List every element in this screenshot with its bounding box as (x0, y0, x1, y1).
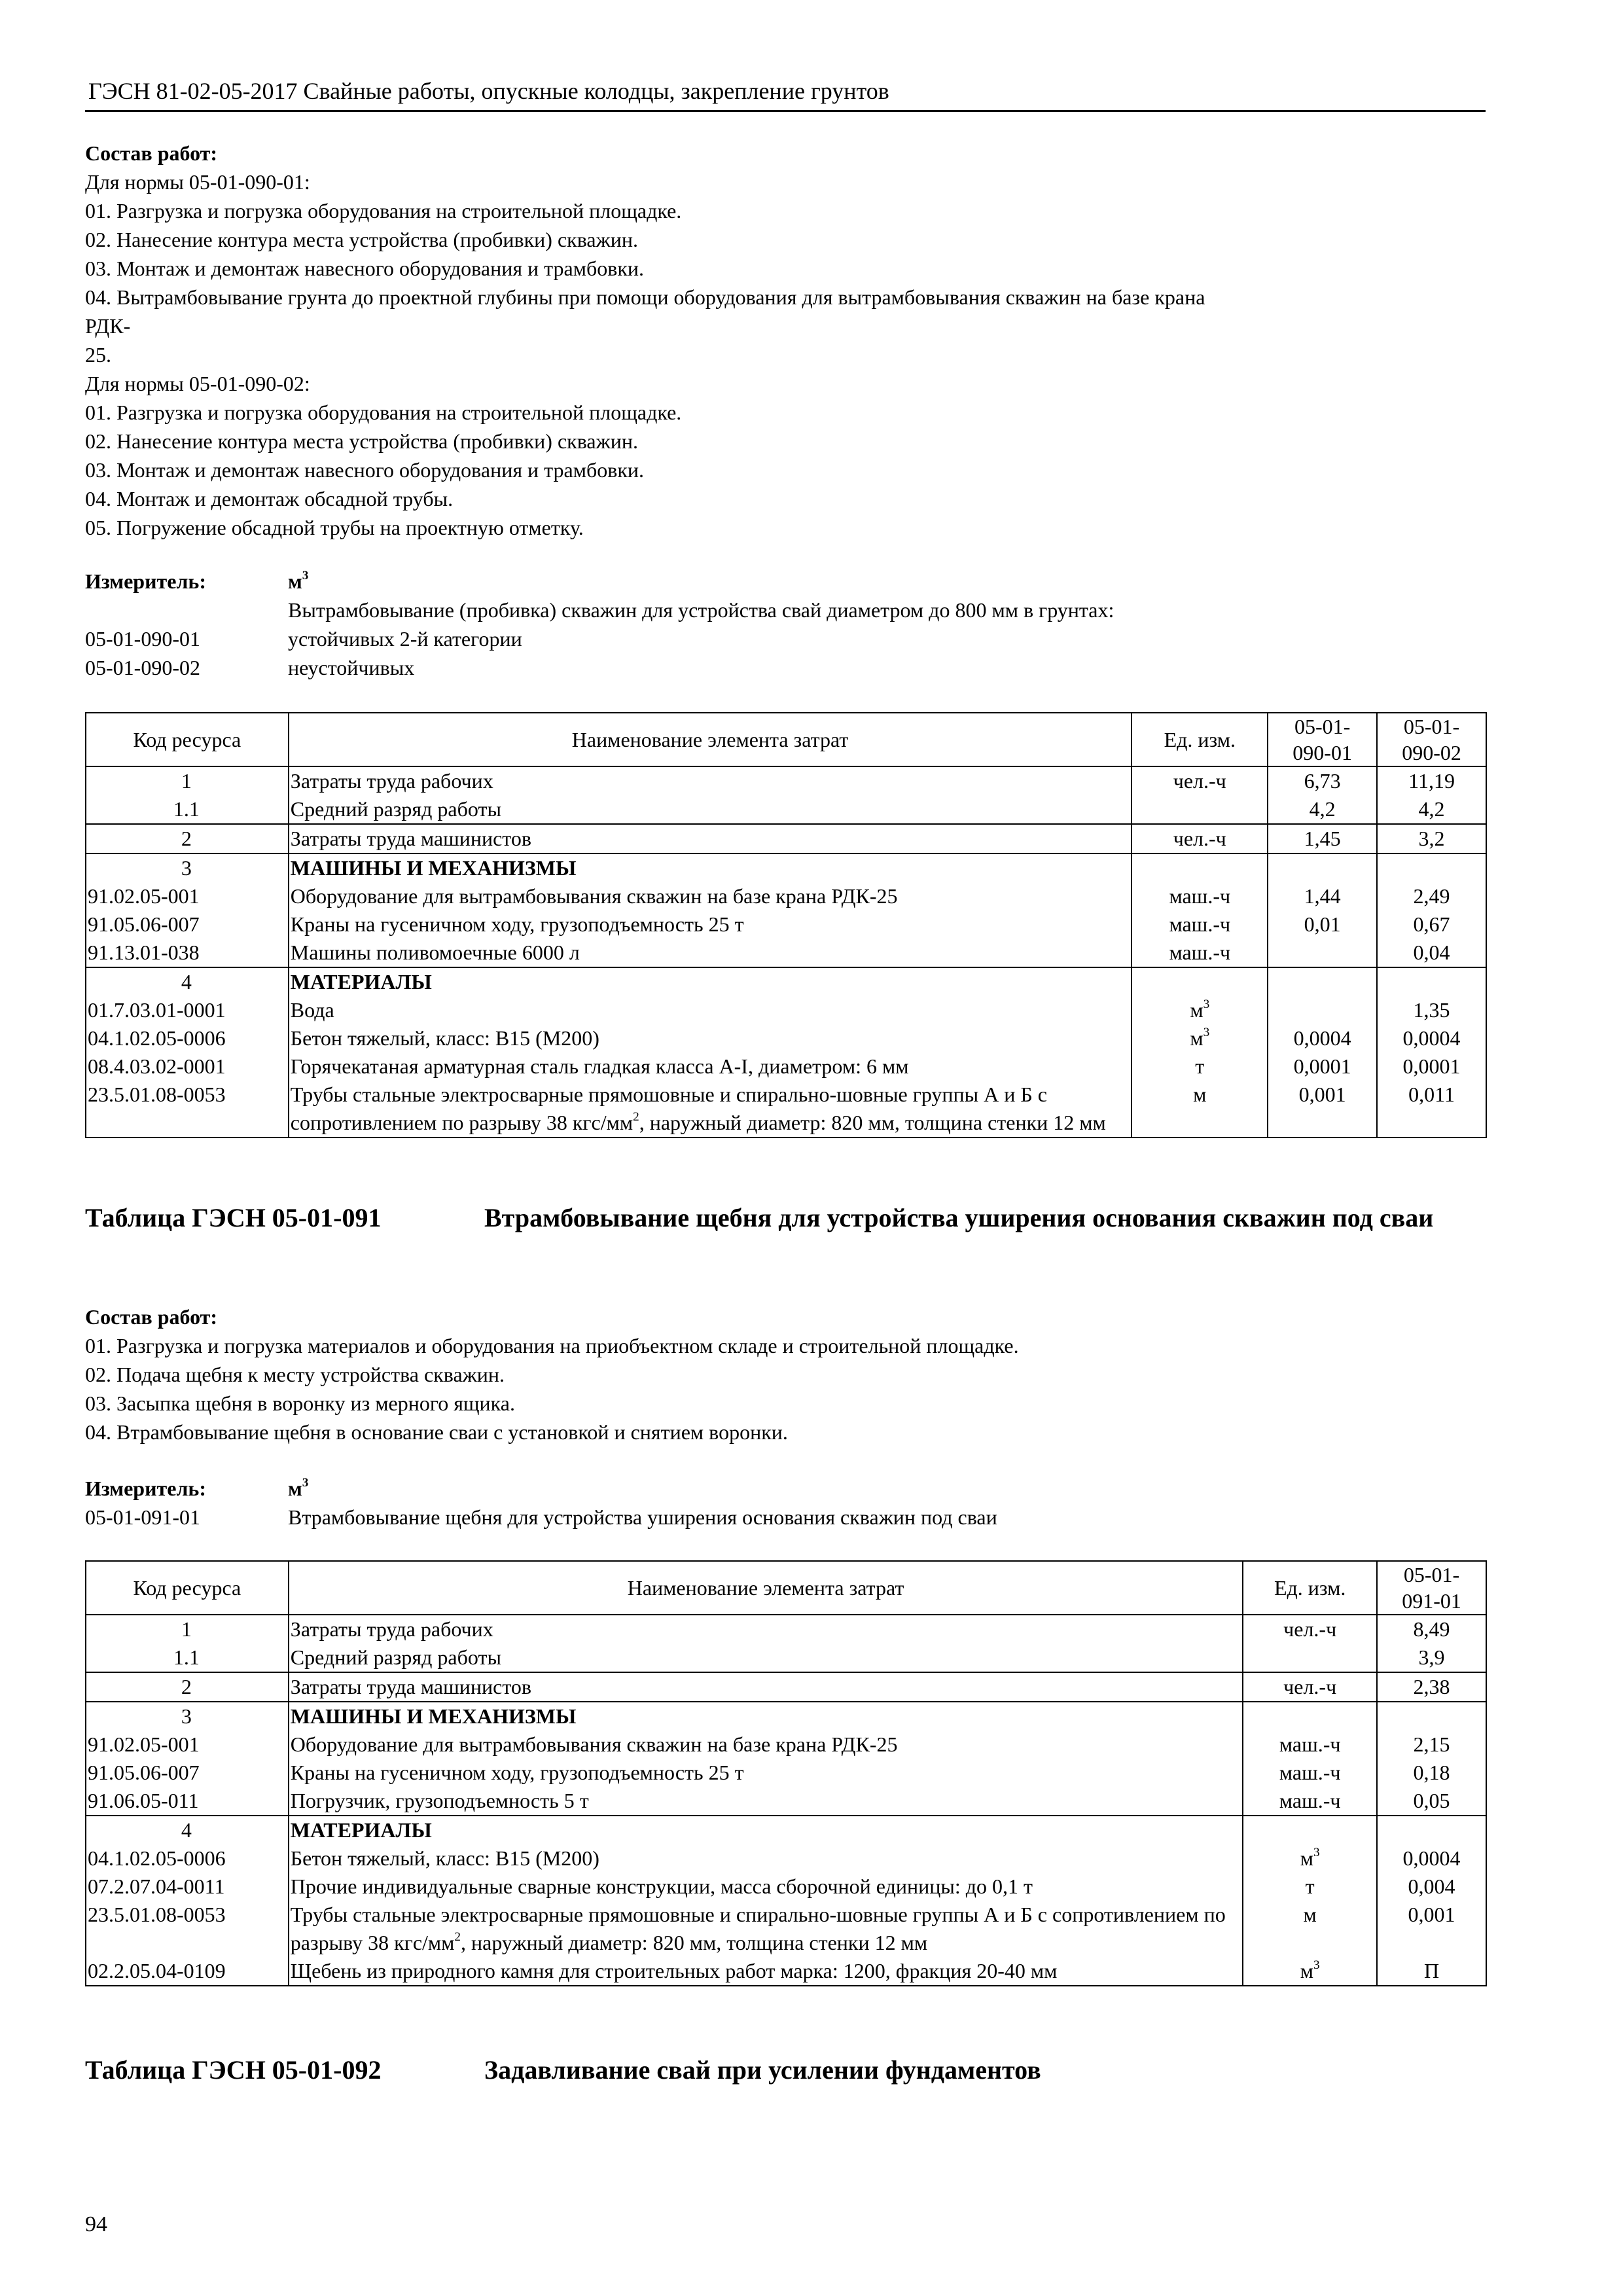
works-item: 04. Втрамбовывание щебня в основание сваи с установкой и снятием воронки. (85, 1420, 788, 1444)
meter-unit: $м^3$ (288, 1476, 309, 1500)
table-row (86, 1816, 1486, 1844)
page-number: 94 (85, 2212, 107, 2236)
cell-code: 07.2.07.04-0011 (86, 1873, 289, 1901)
cell-value: 0,0001 (1377, 1052, 1486, 1081)
cell-unit (1132, 967, 1268, 996)
table-row (86, 1759, 1486, 1787)
cell-unit (1243, 1643, 1377, 1672)
table-row (86, 1672, 1486, 1702)
cell-name: Краны на гусеничном ходу, грузоподъемность 25 т (289, 910, 1132, 939)
header-rule (85, 110, 1486, 112)
cell-value: 0,011 (1377, 1081, 1486, 1138)
works-list (85, 168, 1205, 542)
table-title: Задавливание свай при усилении фундаментов (484, 2055, 1041, 2085)
cell-value (1268, 853, 1377, 882)
cell-unit: маш.-ч (1243, 1731, 1377, 1759)
cell-value: 0,0001 (1268, 1052, 1377, 1081)
cell-code: 02.2.05.04-0109 (86, 1957, 289, 1986)
resource-table-05-01-090 (85, 712, 1487, 1138)
cell-code: 91.13.01-038 (86, 939, 289, 967)
table-row (86, 967, 1486, 996)
works-item: 02. Подача щебня к месту устройства скважин. (85, 1363, 505, 1386)
table-row (86, 1844, 1486, 1873)
cell-code: 2 (86, 824, 289, 853)
norm-row (85, 1503, 997, 1532)
running-header: ГЭСН 81-02-05-2017 Свайные работы, опускные колодцы, закрепление грунтов (88, 78, 889, 104)
cell-code: 4 (86, 967, 289, 996)
cell-code: 91.05.06-007 (86, 1759, 289, 1787)
cell-code: 91.02.05-001 (86, 1731, 289, 1759)
table-row (86, 1901, 1486, 1957)
cell-code: 91.06.05-011 (86, 1787, 289, 1816)
table-row (86, 1615, 1486, 1643)
cell-name: Вода (289, 996, 1132, 1024)
meter-description: Вытрамбовывание (пробивка) скважин для устройства свай диаметром до 800 мм в грунтах: (288, 598, 1115, 622)
cell-unit: м (1243, 1901, 1377, 1957)
works-item: 02. Нанесение контура места устройства (пробивки) скважин. (85, 228, 638, 251)
cell-name: Средний разряд работы (289, 795, 1132, 824)
cell-value: 0,05 (1377, 1787, 1486, 1816)
table-row (86, 1957, 1486, 1986)
meter-label: Измеритель: (85, 569, 206, 593)
table-row (86, 1787, 1486, 1816)
cell-code: 01.7.03.01-0001 (86, 996, 289, 1024)
cell-unit: $м^3$ (1132, 996, 1268, 1024)
col-header-code: Код ресурса (86, 1561, 289, 1615)
cell-value (1268, 967, 1377, 996)
cell-code: 3 (86, 853, 289, 882)
norm-description: устойчивых 2-й категории (288, 627, 522, 651)
cell-unit: $м^3$ (1243, 1844, 1377, 1873)
cell-value: 1,45 (1268, 824, 1377, 853)
cell-value (1268, 996, 1377, 1024)
cell-name: МАТЕРИАЛЫ (289, 967, 1132, 996)
cell-unit: чел.-ч (1132, 766, 1268, 795)
cell-code: 1 (86, 1615, 289, 1643)
cell-value: 1,44 (1268, 882, 1377, 910)
table-row (86, 882, 1486, 910)
cell-name: Краны на гусеничном ходу, грузоподъемность 25 т (289, 1759, 1243, 1787)
col-header-unit: Ед. изм. (1132, 713, 1268, 766)
works-list (85, 1331, 1019, 1446)
cell-value: 0,004 (1377, 1873, 1486, 1901)
works-item: РДК- (85, 314, 131, 338)
works-item: 05. Погружение обсадной трубы на проектную отметку. (85, 516, 584, 539)
cell-unit: маш.-ч (1132, 910, 1268, 939)
cell-name: МАТЕРИАЛЫ (289, 1816, 1243, 1844)
cell-code: 1 (86, 766, 289, 795)
table-row (86, 1873, 1486, 1901)
cell-unit: чел.-ч (1243, 1672, 1377, 1702)
norm-code: 05-01-090-02 (85, 656, 200, 679)
table-row (86, 1643, 1486, 1672)
table-row (86, 1024, 1486, 1052)
table-row (86, 1081, 1486, 1138)
cell-value: 1,35 (1377, 996, 1486, 1024)
cell-unit: маш.-ч (1132, 939, 1268, 967)
cell-name: Щебень из природного камня для строительных работ марка: 1200, фракция 20-40 мм (289, 1957, 1243, 1986)
cell-name: Затраты труда рабочих (289, 1615, 1243, 1643)
cell-value (1377, 853, 1486, 882)
cell-name: Бетон тяжелый, класс: B15 (M200) (289, 1024, 1132, 1052)
norm-code: 05-01-091-01 (85, 1505, 200, 1529)
cell-value: 11,19 (1377, 766, 1486, 795)
col-header-norm-2: 05-01- 090-02 (1377, 713, 1486, 766)
cell-value: 0,67 (1377, 910, 1486, 939)
table-row (86, 824, 1486, 853)
cell-value: 2,15 (1377, 1731, 1486, 1759)
cell-value: 2,38 (1377, 1672, 1486, 1702)
cell-unit (1132, 853, 1268, 882)
table-row (86, 910, 1486, 939)
cell-code: 4 (86, 1816, 289, 1844)
col-header-unit: Ед. изм. (1243, 1561, 1377, 1615)
works-item: 01. Разгрузка и погрузка оборудования на строительной площадке. (85, 401, 682, 424)
cell-name: МАШИНЫ И МЕХАНИЗМЫ (289, 1702, 1243, 1731)
works-item: 01. Разгрузка и погрузка оборудования на строительной площадке. (85, 199, 682, 223)
meter-label: Измеритель: (85, 1477, 206, 1500)
works-item: 04. Монтаж и демонтаж обсадной трубы. (85, 487, 454, 511)
cell-code: 04.1.02.05-0006 (86, 1024, 289, 1052)
cell-name: Оборудование для вытрамбовывания скважин на базе крана РДК-25 (289, 882, 1132, 910)
cell-name: Оборудование для вытрамбовывания скважин на базе крана РДК-25 (289, 1731, 1243, 1759)
cell-unit: $м^3$ (1132, 1024, 1268, 1052)
col-header-code: Код ресурса (86, 713, 289, 766)
cell-value: 0,001 (1268, 1081, 1377, 1138)
cell-value: 3,2 (1377, 824, 1486, 853)
meter-block-2 (85, 1474, 997, 1532)
works-item: 01. Разгрузка и погрузка материалов и оборудования на приобъектном складе и строительной площадке. (85, 1334, 1019, 1357)
cell-name: Затраты труда машинистов (289, 824, 1132, 853)
cell-value (1377, 1702, 1486, 1731)
cell-unit: м (1132, 1081, 1268, 1138)
cell-code: 3 (86, 1702, 289, 1731)
norm-row (85, 653, 1114, 682)
col-header-norm-1: 05-01- 091-01 (1377, 1561, 1486, 1615)
col-header-norm-1: 05-01- 090-01 (1268, 713, 1377, 766)
cell-value: 0,0004 (1377, 1844, 1486, 1873)
cell-code: 91.02.05-001 (86, 882, 289, 910)
cell-value: 2,49 (1377, 882, 1486, 910)
cell-name: Затраты труда рабочих (289, 766, 1132, 795)
cell-name: Бетон тяжелый, класс: B15 (M200) (289, 1844, 1243, 1873)
cell-name: Трубы стальные электросварные прямошовные и спирально-шовные группы А и Б с сопротивлением по разрыву 38 кгс/$мм^2$, наружный диаметр: 820 мм, толщина стенки 12 мм (289, 1081, 1132, 1138)
norm-row (85, 624, 1114, 653)
cell-value: П (1377, 1957, 1486, 1986)
table-row (86, 1731, 1486, 1759)
meter-unit: $м^3$ (288, 569, 309, 593)
cell-value: 4,2 (1268, 795, 1377, 824)
cell-value: 0,01 (1268, 910, 1377, 939)
cell-code: 91.05.06-007 (86, 910, 289, 939)
cell-unit: чел.-ч (1243, 1615, 1377, 1643)
col-header-name: Наименование элемента затрат (289, 713, 1132, 766)
norm-code: 05-01-090-01 (85, 627, 200, 651)
cell-unit: т (1243, 1873, 1377, 1901)
works-title: Состав работ: (85, 141, 218, 165)
cell-unit: маш.-ч (1132, 882, 1268, 910)
norm-description: Втрамбовывание щебня для устройства уширения основания скважин под сваи (288, 1505, 997, 1529)
cell-name: Прочие индивидуальные сварные конструкции, масса сборочной единицы: до 0,1 т (289, 1873, 1243, 1901)
cell-unit: маш.-ч (1243, 1759, 1377, 1787)
cell-value: 4,2 (1377, 795, 1486, 824)
cell-value: 0,04 (1377, 939, 1486, 967)
works-composition-1 (85, 139, 1205, 542)
cell-unit: чел.-ч (1132, 824, 1268, 853)
cell-value: 0,0004 (1268, 1024, 1377, 1052)
cell-value: 0,001 (1377, 1901, 1486, 1957)
cell-name: Трубы стальные электросварные прямошовные и спирально-шовные группы А и Б с сопротивлением по разрыву 38 кгс/$мм^2$, наружный диаметр: 820 мм, толщина стенки 12 мм (289, 1901, 1243, 1957)
cell-code: 04.1.02.05-0006 (86, 1844, 289, 1873)
cell-code: 2 (86, 1672, 289, 1702)
cell-unit: маш.-ч (1243, 1787, 1377, 1816)
cell-unit (1243, 1702, 1377, 1731)
cell-value: 6,73 (1268, 766, 1377, 795)
resource-table-05-01-091 (85, 1560, 1487, 1986)
cell-value (1377, 1816, 1486, 1844)
col-header-name: Наименование элемента затрат (289, 1561, 1243, 1615)
works-item: 25. (85, 343, 111, 367)
cell-value: 3,9 (1377, 1643, 1486, 1672)
table-row (86, 766, 1486, 795)
works-composition-2 (85, 1302, 1019, 1446)
works-item: 03. Монтаж и демонтаж навесного оборудования и трамбовки. (85, 257, 645, 280)
cell-unit: $м^3$ (1243, 1957, 1377, 1986)
cell-code: 08.4.03.02-0001 (86, 1052, 289, 1081)
table-row (86, 1702, 1486, 1731)
table-row (86, 795, 1486, 824)
cell-code: 23.5.01.08-0053 (86, 1081, 289, 1138)
works-item: Для нормы 05-01-090-01: (85, 170, 310, 194)
table-label: Таблица ГЭСН 05-01-091 (85, 1203, 382, 1232)
table-label: Таблица ГЭСН 05-01-092 (85, 2055, 382, 2085)
cell-value: 8,49 (1377, 1615, 1486, 1643)
works-title: Состав работ: (85, 1305, 218, 1329)
cell-name: Машины поливомоечные 6000 л (289, 939, 1132, 967)
cell-value (1268, 939, 1377, 967)
table-title: Втрамбовывание щебня для устройства уширения основания скважин под сваи (484, 1203, 1434, 1232)
table-row (86, 853, 1486, 882)
cell-unit (1132, 795, 1268, 824)
table-row (86, 939, 1486, 967)
meter-block-1 (85, 567, 1114, 682)
cell-name: Затраты труда машинистов (289, 1672, 1243, 1702)
cell-unit: т (1132, 1052, 1268, 1081)
cell-code: 23.5.01.08-0053 (86, 1901, 289, 1957)
cell-name: Горячекатаная арматурная сталь гладкая класса A-I, диаметром: 6 мм (289, 1052, 1132, 1081)
cell-value: 0,0004 (1377, 1024, 1486, 1052)
table-row (86, 996, 1486, 1024)
cell-code: 1.1 (86, 795, 289, 824)
cell-name: Погрузчик, грузоподъемность 5 т (289, 1787, 1243, 1816)
cell-value: 0,18 (1377, 1759, 1486, 1787)
table-row (86, 1052, 1486, 1081)
cell-name: МАШИНЫ И МЕХАНИЗМЫ (289, 853, 1132, 882)
cell-name: Средний разряд работы (289, 1643, 1243, 1672)
cell-value (1377, 967, 1486, 996)
works-item: 04. Вытрамбовывание грунта до проектной глубины при помощи оборудования для вытрамбовывания скважин на базе крана (85, 285, 1205, 309)
works-item: Для нормы 05-01-090-02: (85, 372, 310, 395)
works-item: 03. Монтаж и демонтаж навесного оборудования и трамбовки. (85, 458, 645, 482)
works-item: 02. Нанесение контура места устройства (пробивки) скважин. (85, 429, 638, 453)
norm-description: неустойчивых (288, 656, 415, 679)
cell-code: 1.1 (86, 1643, 289, 1672)
cell-unit (1243, 1816, 1377, 1844)
works-item: 03. Засыпка щебня в воронку из мерного ящика. (85, 1391, 515, 1415)
